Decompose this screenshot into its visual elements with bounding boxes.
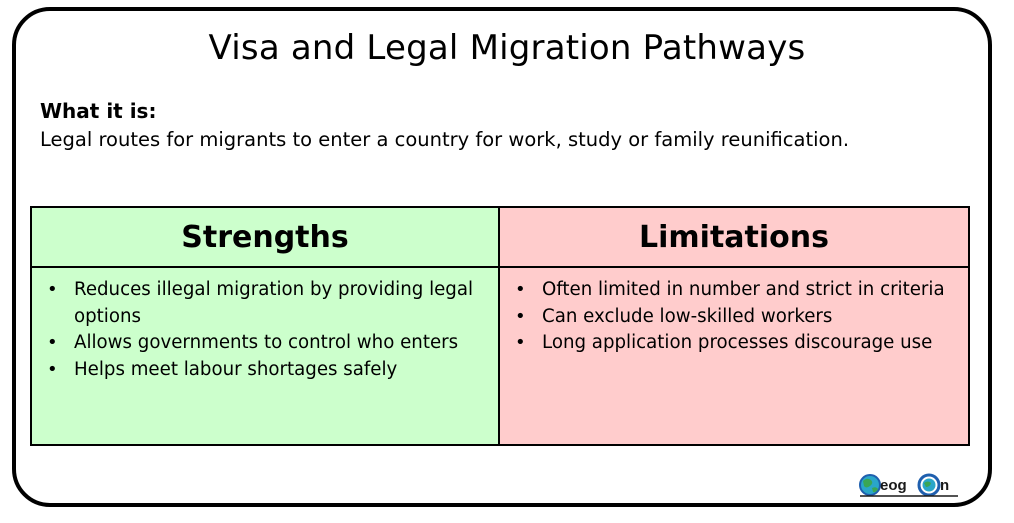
- svg-text:n: n: [940, 477, 950, 494]
- strengths-list: [32, 268, 498, 383]
- limitations-heading: Limitations: [500, 208, 968, 268]
- svg-text:eog: eog: [880, 477, 907, 494]
- strengths-limitations-table: [30, 206, 970, 446]
- limitations-column: [500, 208, 968, 444]
- strength-item: • Helps meet labour shortages safely: [46, 357, 490, 384]
- limitations-list: [500, 268, 968, 357]
- page-title: Visa and Legal Migration Pathways: [208, 28, 806, 68]
- what-it-is-heading: What it is:: [40, 99, 157, 123]
- globe-icon: [919, 475, 939, 495]
- limitation-item: • Often limited in number and strict in criteria: [514, 277, 960, 304]
- geogon-logo: [858, 471, 960, 499]
- globe-icon: [860, 475, 880, 495]
- strength-item: • Allows governments to control who enters: [46, 330, 490, 357]
- limitation-item: • Long application processes discourage use: [514, 330, 960, 357]
- what-it-is-text: Legal routes for migrants to enter a country for work, study or family reunification.: [40, 128, 850, 151]
- strengths-column: [32, 208, 500, 444]
- strengths-heading: Strengths: [32, 208, 498, 268]
- strength-item: • Reduces illegal migration by providing legal options: [46, 277, 490, 330]
- limitation-item: • Can exclude low-skilled workers: [514, 304, 960, 331]
